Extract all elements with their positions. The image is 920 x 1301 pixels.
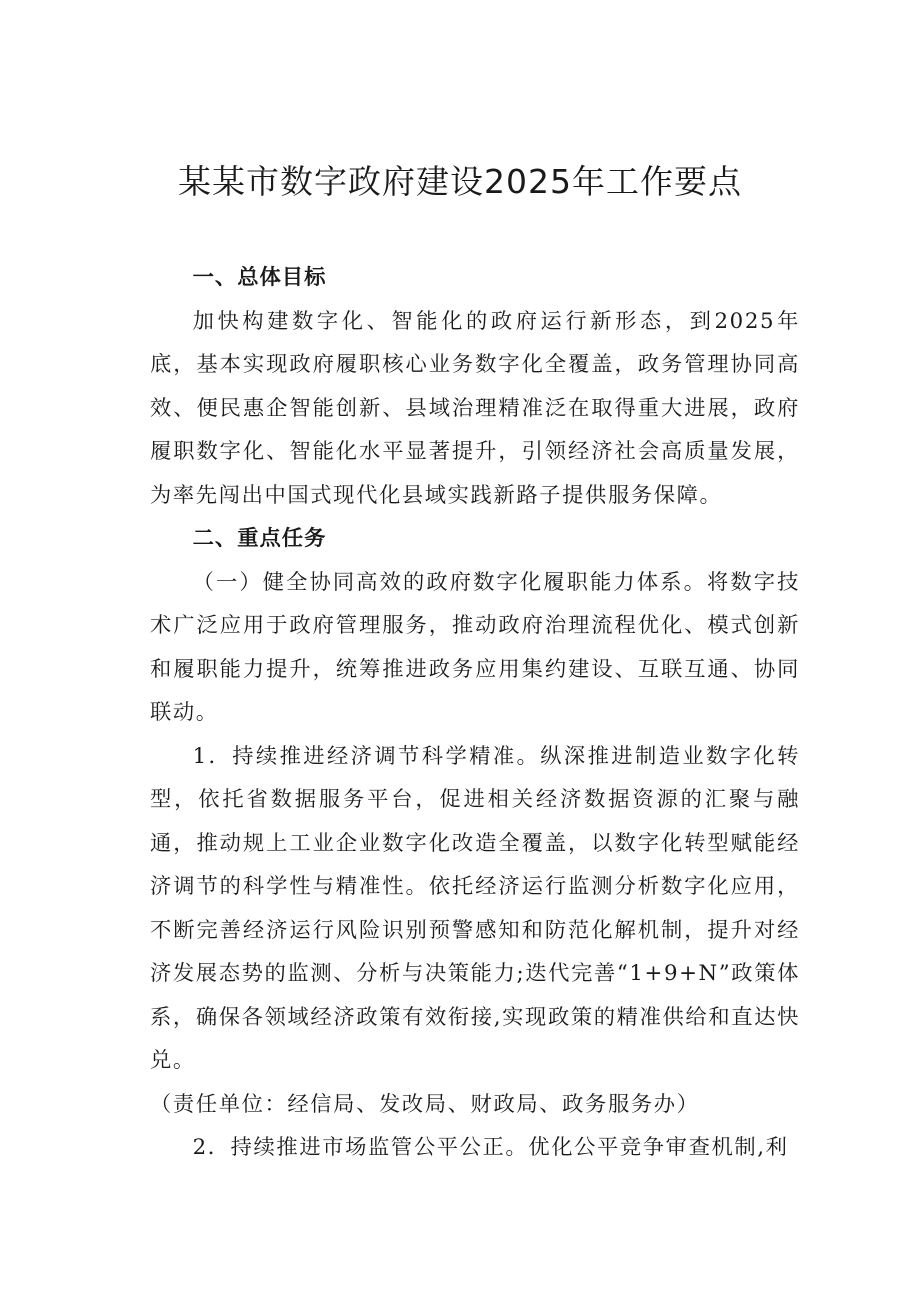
document-title: 某某市数字政府建设2025年工作要点 <box>178 162 742 201</box>
section-heading-key-tasks: 二、重点任务 <box>192 526 327 551</box>
document-body <box>150 256 800 1170</box>
paragraph-overall-goal: 加快构建数字化、智能化的政府运行新形态，到2025年底，基本实现政府履职核心业务数字化全覆盖，政务管理协同高效、便民惠企智能创新、县域治理精准泛在取得重大进展，政府履职数字化、智能化水平显著提升，引领经济社会高质量发展，为率先闯出中国式现代化县域实践新路子提供服务保障。 <box>150 308 800 508</box>
paragraph-task-intro: （一）健全协同高效的政府数字化履职能力体系。将数字技术广泛应用于政府管理服务，推动政府治理流程优化、模式创新和履职能力提升，统筹推进政务应用集约建设、互联互通、协同联动。 <box>150 569 800 725</box>
paragraph-responsible-units: （责任单位：经信局、发改局、财政局、政务服务办） <box>150 1091 700 1117</box>
paragraph-task-2: 2．持续推进市场监管公平公正。优化公平竞争审查机制,利 <box>192 1135 789 1160</box>
paragraph-task-1: 1．持续推进经济调节科学精准。纵深推进制造业数字化转型，依托省数据服务平台，促进相关经济数据资源的汇聚与融通，推动规上工业企业数字化改造全覆盖，以数字化转型赋能经济调节的科学性与精准性。依托经济运行监测分析数字化应用，不断完善经济运行风险识别预警感知和防范化解机制，提升对经济发展态势的监测、分析与决策能力;迭代完善“1+9+N”政策体系，确保各领域经济政策有效衔接,实现政策的精准供给和直达快兑。 <box>150 743 800 1073</box>
section-heading-overall-goal: 一、总体目标 <box>192 265 327 290</box>
